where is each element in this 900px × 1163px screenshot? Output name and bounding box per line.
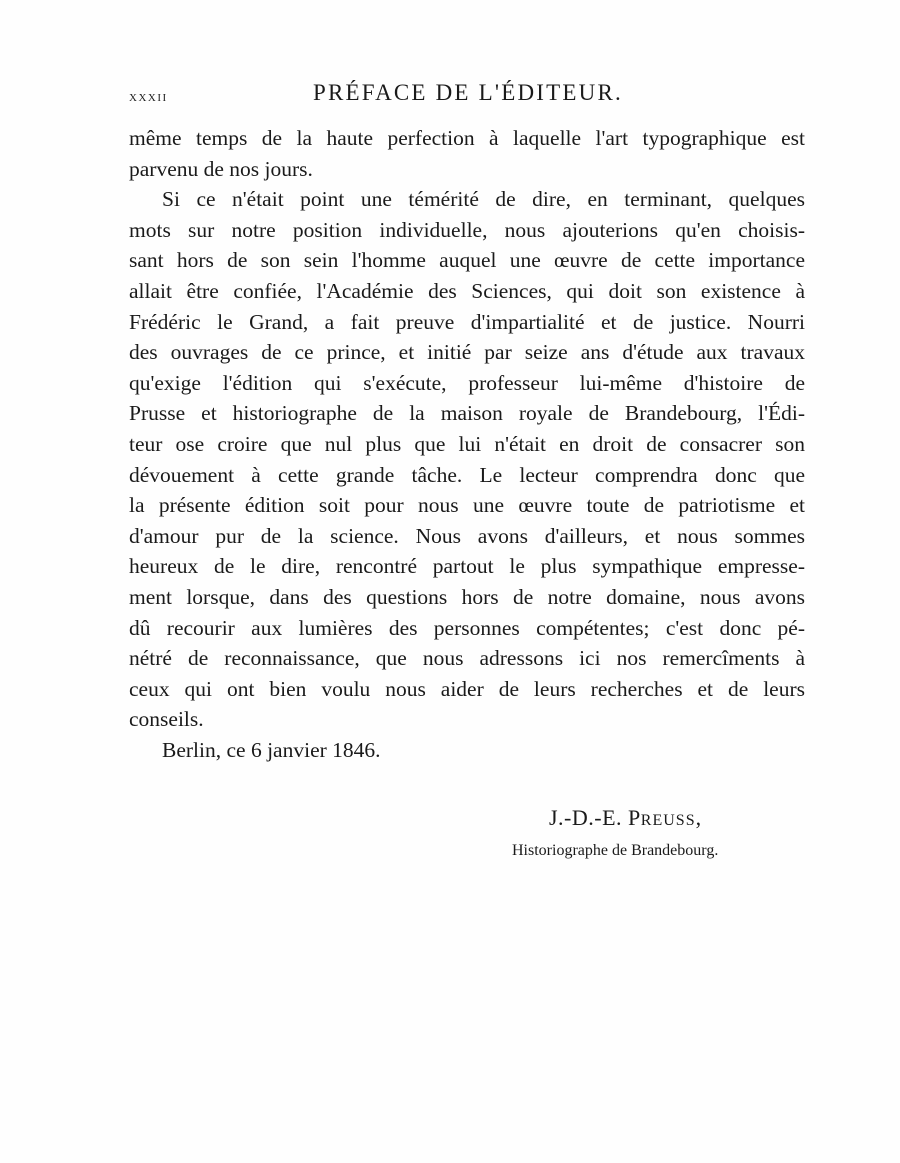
signature-initials: J.-D.-E. <box>549 805 629 830</box>
page-header <box>129 80 804 114</box>
signature-surname-rest: REUSS <box>640 812 696 829</box>
text-line: dû recourir aux lumières des personnes compétentes; c'est donc pé- <box>129 615 805 640</box>
text-line: même temps de la haute perfection à laquelle l'art typographique est <box>129 126 805 150</box>
running-title: PRÉFACE DE L'ÉDITEUR. <box>313 80 623 105</box>
text-line: d'amour pur de la science. Nous avons d'ailleurs, et nous sommes <box>129 523 805 548</box>
text-line: Si ce n'était point une témérité de dire, en terminant, quelques <box>162 187 805 212</box>
signature-title: Historiographe de Brandebourg. <box>512 842 719 859</box>
body-text <box>129 123 805 765</box>
text-line: Prusse et historiographe de la maison royale de Brandebourg, l'Édi- <box>129 401 805 426</box>
signature-surname-initial: P <box>628 805 641 830</box>
text-line: mots sur notre position individuelle, nous ajouterions qu'en choisis- <box>129 217 805 242</box>
text-line: ceux qui ont bien voulu nous aider de leurs recherches et de leurs <box>129 676 805 701</box>
text-line: conseils. <box>129 707 204 732</box>
text-line: allait être confiée, l'Académie des Sciences, qui doit son existence à <box>129 278 805 303</box>
text-line: sant hors de son sein l'homme auquel une œuvre de cette importance <box>129 248 805 273</box>
text-line: Frédéric le Grand, a fait preuve d'impartialité et de justice. Nourri <box>129 309 805 334</box>
dateline: Berlin, ce 6 janvier 1846. <box>162 737 381 762</box>
page-number: xxxii <box>129 89 168 105</box>
text-line: qu'exige l'édition qui s'exécute, professeur lui-même d'histoire de <box>129 370 805 395</box>
text-line: ment lorsque, dans des questions hors de notre domaine, nous avons <box>129 584 805 609</box>
text-line: la présente édition soit pour nous une œuvre toute de patriotisme et <box>129 493 805 518</box>
text-line: teur ose croire que nul plus que lui n'était en droit de consacrer son <box>129 431 805 456</box>
signature-trailing: , <box>695 805 702 830</box>
text-line: des ouvrages de ce prince, et initié par seize ans d'étude aux travaux <box>129 340 805 365</box>
text-line: nétré de reconnaissance, que nous adressons ici nos remercîments à <box>129 646 805 671</box>
text-line: dévouement à cette grande tâche. Le lecteur comprendra donc que <box>129 462 805 487</box>
signature-name <box>549 805 702 831</box>
text-line: parvenu de nos jours. <box>129 156 313 181</box>
text-line: heureux de le dire, rencontré partout le plus sympathique empresse- <box>129 554 805 579</box>
